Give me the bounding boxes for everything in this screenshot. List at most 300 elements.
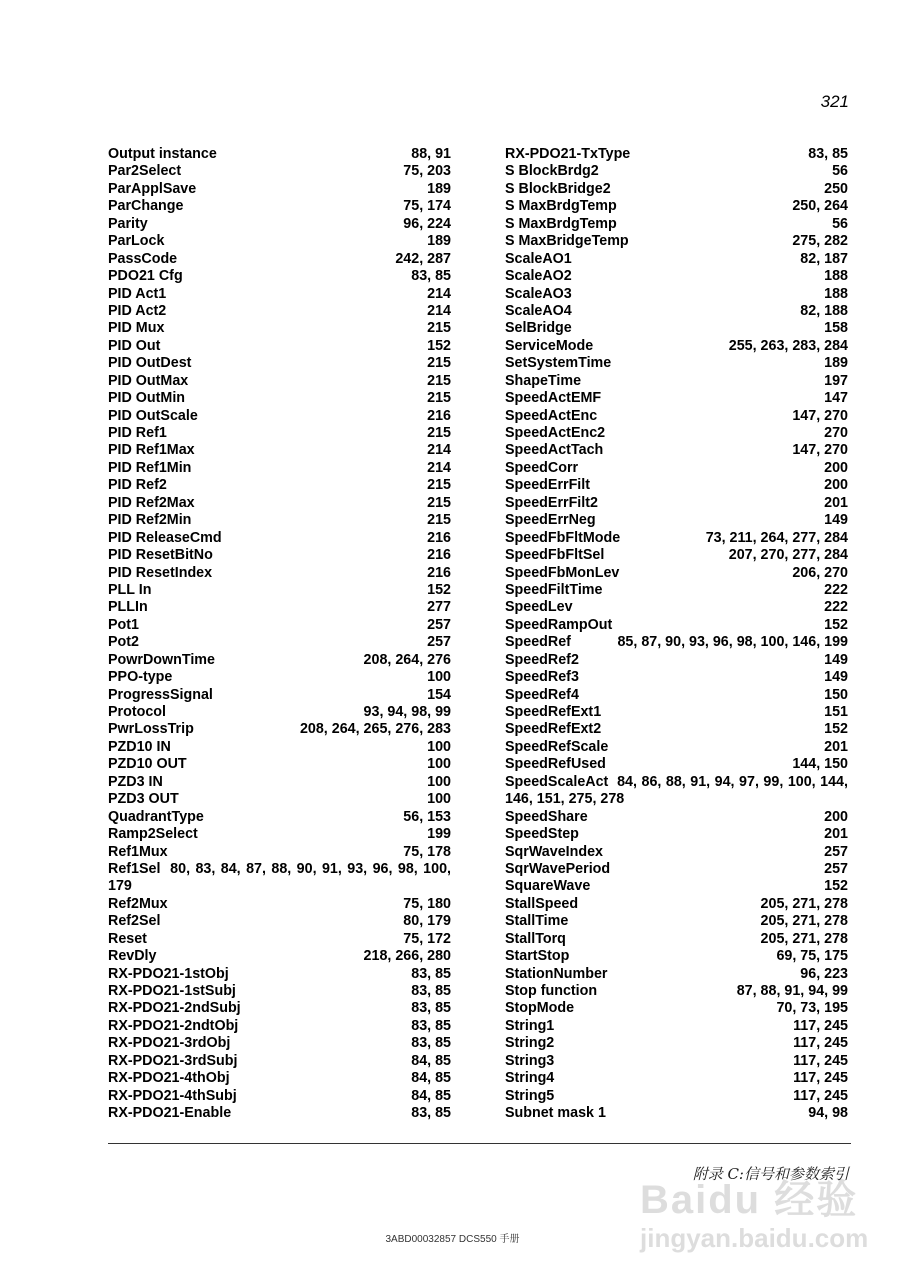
index-entry (505, 826, 848, 843)
index-entry (505, 390, 848, 407)
index-entry (108, 320, 451, 337)
entry-name: SqrWavePeriod (505, 860, 611, 877)
entry-pages: 215 (427, 355, 451, 372)
index-entry (505, 1053, 848, 1070)
entry-pages: 82, 187 (800, 250, 848, 267)
entry-name: PID Ref2Max (108, 494, 195, 511)
index-entry (108, 1018, 451, 1035)
entry-pages: 75, 178 (403, 843, 451, 860)
index-entry (505, 809, 848, 826)
entry-pages: 201 (824, 738, 848, 755)
index-entry (505, 373, 848, 390)
entry-name: PID Out (108, 337, 161, 354)
entry-name: SpeedActEnc (505, 407, 598, 424)
entry-pages: 188 (824, 268, 848, 285)
entry-name: ParChange (108, 198, 184, 215)
entry-name: SpeedRef3 (505, 669, 579, 686)
entry-name: PZD10 IN (108, 738, 171, 755)
entry-name: PDO21 Cfg (108, 268, 183, 285)
entry-name: PPO-type (108, 669, 173, 686)
entry-name: Protocol (108, 704, 166, 720)
index-entry (505, 146, 848, 163)
entry-pages: 96, 224 (403, 215, 451, 232)
entry-name: ParApplSave (108, 180, 197, 197)
entry-name: PID ResetBitNo (108, 547, 213, 564)
entry-pages: 144, 150 (792, 756, 848, 773)
index-entry (108, 1053, 451, 1070)
entry-name: StallTorq (505, 930, 566, 947)
entry-name: SqrWaveIndex (505, 843, 603, 860)
entry-pages: 257 (427, 634, 451, 651)
index-entry (505, 739, 848, 756)
entry-name: SpeedActEMF (505, 390, 602, 407)
index-entry (505, 669, 848, 686)
entry-pages: 85, 87, 90, 93, 96, 98, 100, 146, 199 (617, 634, 848, 651)
index-entry (505, 774, 848, 809)
index-entry (505, 913, 848, 930)
index-entry (108, 1035, 451, 1052)
index-entry (505, 355, 848, 372)
entry-name: ScaleAO2 (505, 268, 572, 285)
index-entry (505, 425, 848, 442)
entry-name: PID Ref1Min (108, 459, 192, 476)
index-entry (108, 861, 451, 896)
index-entry (505, 634, 848, 651)
entry-pages: 149 (824, 512, 848, 529)
index-entry (108, 163, 451, 180)
index-entry (108, 687, 451, 704)
entry-pages: 75, 174 (403, 198, 451, 215)
entry-pages: 189 (427, 233, 451, 250)
entry-name: SpeedScaleAct (505, 773, 609, 790)
entry-pages: 218, 266, 280 (363, 948, 451, 965)
entry-name: PID OutDest (108, 355, 192, 372)
index-entry (505, 966, 848, 983)
entry-name: ProgressSignal (108, 686, 213, 703)
entry-pages: 250, 264 (792, 198, 848, 215)
entry-name: ServiceMode (505, 337, 594, 354)
entry-name: SpeedFbFltSel (505, 547, 605, 564)
entry-name: Output instance (108, 146, 217, 162)
entry-name: RX-PDO21-2ndSubj (108, 1000, 241, 1017)
index-entry (108, 948, 451, 965)
index-entry (108, 530, 451, 547)
index-entry (108, 652, 451, 669)
entry-pages: 149 (824, 669, 848, 686)
entry-pages: 200 (824, 477, 848, 494)
entry-name: S BlockBridge2 (505, 180, 611, 197)
index-entry (108, 1105, 451, 1122)
entry-pages: 83, 85 (411, 1017, 451, 1034)
entry-name: PID Ref2Min (108, 512, 192, 529)
entry-name: Ref1Mux (108, 843, 168, 860)
index-entry (108, 983, 451, 1000)
entry-pages: 201 (824, 826, 848, 843)
entry-name: PZD3 IN (108, 773, 163, 790)
index-entry (505, 512, 848, 529)
entry-pages: 215 (427, 372, 451, 389)
entry-name: Ramp2Select (108, 826, 198, 843)
watermark-line2: jingyan.baidu.com (640, 1223, 869, 1253)
entry-name: SpeedShare (505, 808, 588, 825)
index-entry (505, 286, 848, 303)
index-entry (108, 373, 451, 390)
entry-name: SpeedRefExt1 (505, 704, 602, 720)
entry-name: ScaleAO4 (505, 302, 572, 319)
entry-pages: 242, 287 (395, 250, 451, 267)
index-entry (505, 652, 848, 669)
entry-name: SquareWave (505, 878, 591, 895)
index-entry (505, 983, 848, 1000)
entry-pages: 215 (427, 477, 451, 494)
entry-name: SpeedLev (505, 599, 573, 616)
entry-pages: 189 (427, 180, 451, 197)
entry-name: SetSystemTime (505, 355, 612, 372)
index-entry (108, 495, 451, 512)
entry-pages: 152 (824, 721, 848, 738)
entry-name: PID Act1 (108, 285, 167, 302)
entry-name: SpeedFiltTime (505, 581, 603, 598)
entry-name: Subnet mask 1 (505, 1105, 606, 1122)
entry-name: PwrLossTrip (108, 721, 194, 738)
entry-pages: 199 (427, 826, 451, 843)
entry-pages: 56, 153 (403, 808, 451, 825)
entry-name: PLL In (108, 581, 152, 598)
entry-name: PID Ref2 (108, 477, 167, 494)
entry-name: String2 (505, 1035, 555, 1052)
entry-pages: 158 (824, 320, 848, 337)
index-entry (505, 477, 848, 494)
index-entry (108, 721, 451, 738)
entry-pages: 257 (427, 616, 451, 633)
entry-name: PID Act2 (108, 302, 167, 319)
entry-name: SpeedErrNeg (505, 512, 596, 529)
index-entry (108, 966, 451, 983)
index-entry (108, 826, 451, 843)
index-entry (505, 844, 848, 861)
index-entry (108, 286, 451, 303)
entry-name: Stop function (505, 983, 598, 1000)
entry-name: StallTime (505, 913, 569, 930)
entry-name: SelBridge (505, 320, 572, 337)
index-entry (108, 896, 451, 913)
entry-pages: 117, 245 (793, 1052, 848, 1069)
index-entry (108, 739, 451, 756)
entry-name: ShapeTime (505, 372, 582, 389)
index-entry (108, 216, 451, 233)
entry-name: String3 (505, 1052, 555, 1069)
index-entry (108, 565, 451, 582)
entry-pages: 84, 86, 88, 91, 94, 97, 99, 100, 144, 146, 151, 275, 278 (505, 773, 848, 808)
entry-name: StallSpeed (505, 895, 579, 912)
entry-pages: 147, 270 (792, 407, 848, 424)
entry-pages: 152 (824, 616, 848, 633)
entry-name: Ref1Sel (108, 860, 161, 877)
entry-name: ScaleAO3 (505, 285, 572, 302)
entry-name: SpeedCorr (505, 459, 579, 476)
index-entry (505, 617, 848, 634)
entry-pages: 75, 180 (403, 895, 451, 912)
index-entry (505, 1105, 848, 1122)
entry-pages: 69, 75, 175 (776, 948, 848, 965)
index-entry (505, 1035, 848, 1052)
index-entry (505, 1088, 848, 1105)
entry-pages: 84, 85 (411, 1070, 451, 1087)
index-entry (108, 146, 451, 163)
entry-name: SpeedErrFilt2 (505, 494, 598, 511)
entry-pages: 216 (427, 547, 451, 564)
index-entry (108, 390, 451, 407)
entry-pages: 208, 264, 265, 276, 283 (299, 721, 451, 738)
entry-pages: 214 (427, 302, 451, 319)
entry-pages: 117, 245 (793, 1017, 848, 1034)
entry-name: Reset (108, 930, 147, 947)
index-entry (108, 774, 451, 791)
entry-name: RX-PDO21-2ndtObj (108, 1017, 239, 1034)
index-entry (505, 233, 848, 250)
entry-name: S MaxBridgeTemp (505, 233, 629, 250)
index-entry (505, 687, 848, 704)
entry-name: ParLock (108, 233, 165, 250)
entry-pages: 83, 85 (411, 965, 451, 982)
entry-pages: 152 (427, 337, 451, 354)
index-entry (505, 198, 848, 215)
index-entry (505, 251, 848, 268)
entry-pages: 151 (824, 704, 848, 720)
index-entry (108, 477, 451, 494)
entry-pages: 205, 271, 278 (760, 930, 848, 947)
index-entry (108, 251, 451, 268)
entry-pages: 87, 88, 91, 94, 99 (736, 983, 848, 1000)
entry-name: SpeedActEnc2 (505, 425, 606, 441)
index-entry (108, 634, 451, 651)
entry-pages: 214 (427, 459, 451, 476)
entry-name: PID Ref1 (108, 425, 167, 441)
entry-name: ScaleAO1 (505, 250, 572, 267)
entry-pages: 207, 270, 277, 284 (728, 547, 848, 564)
entry-pages: 147, 270 (792, 442, 848, 459)
entry-pages: 189 (824, 355, 848, 372)
entry-pages: 80, 83, 84, 87, 88, 90, 91, 93, 96, 98, 100, 179 (108, 860, 451, 895)
entry-pages: 117, 245 (793, 1087, 848, 1104)
index-entry (505, 1018, 848, 1035)
entry-pages: 257 (824, 860, 848, 877)
index-entry (108, 809, 451, 826)
entry-name: PLLIn (108, 599, 148, 616)
index-entry (505, 861, 848, 878)
entry-pages: 215 (427, 320, 451, 337)
index-entry (108, 931, 451, 948)
index-entry (505, 216, 848, 233)
index-entry (505, 408, 848, 425)
index-entry (108, 338, 451, 355)
entry-pages: 82, 188 (800, 302, 848, 319)
entry-name: Par2Select (108, 163, 182, 180)
index-entry (505, 896, 848, 913)
entry-pages: 88, 91 (411, 146, 451, 162)
index-entry (108, 1070, 451, 1087)
index-entry (108, 442, 451, 459)
index-entry (505, 268, 848, 285)
entry-name: RX-PDO21-1stSubj (108, 983, 236, 1000)
entry-pages: 205, 271, 278 (760, 913, 848, 930)
index-entry (505, 1070, 848, 1087)
index-entry (505, 704, 848, 721)
entry-name: RevDly (108, 948, 157, 965)
index-entry (108, 1088, 451, 1105)
entry-pages: 201 (824, 494, 848, 511)
entry-pages: 214 (427, 285, 451, 302)
entry-pages: 100 (427, 738, 451, 755)
entry-pages: 117, 245 (793, 1070, 848, 1087)
entry-name: StopMode (505, 1000, 575, 1017)
entry-name: PID Ref1Max (108, 442, 195, 459)
entry-pages: 152 (824, 878, 848, 895)
index-entry (505, 1000, 848, 1017)
entry-name: Pot1 (108, 616, 139, 633)
entry-name: RX-PDO21-3rdObj (108, 1035, 231, 1052)
entry-name: SpeedRefExt2 (505, 721, 602, 738)
entry-pages: 83, 85 (411, 268, 451, 285)
index-entry (505, 756, 848, 773)
index-entry (108, 599, 451, 616)
entry-pages: 208, 264, 276 (363, 651, 451, 668)
index-entry (108, 181, 451, 198)
entry-name: S BlockBrdg2 (505, 163, 599, 180)
entry-pages: 56 (832, 215, 848, 232)
entry-name: PZD10 OUT (108, 756, 187, 773)
index-entry (108, 233, 451, 250)
index-entry (505, 948, 848, 965)
entry-name: SpeedRef (505, 634, 571, 651)
index-entry (108, 355, 451, 372)
entry-name: PZD3 OUT (108, 791, 179, 808)
entry-name: String1 (505, 1017, 555, 1034)
page-number: 321 (820, 92, 849, 111)
index-entry (505, 460, 848, 477)
index-entry (108, 198, 451, 215)
entry-pages: 149 (824, 651, 848, 668)
index-entry (505, 547, 848, 564)
entry-pages: 75, 203 (403, 163, 451, 180)
entry-name: PowrDownTime (108, 651, 215, 668)
entry-pages: 83, 85 (411, 1000, 451, 1017)
entry-pages: 275, 282 (792, 233, 848, 250)
entry-name: RX-PDO21-4thSubj (108, 1087, 237, 1104)
entry-pages: 100 (427, 773, 451, 790)
entry-name: PID OutScale (108, 407, 198, 424)
entry-name: S MaxBrdgTemp (505, 215, 617, 232)
entry-pages: 277 (427, 599, 451, 616)
entry-name: RX-PDO21-TxType (505, 146, 631, 162)
entry-name: Pot2 (108, 634, 139, 651)
entry-name: SpeedRefScale (505, 738, 609, 755)
index-entry (108, 844, 451, 861)
entry-pages: 197 (824, 372, 848, 389)
entry-name: SpeedActTach (505, 442, 604, 459)
entry-pages: 70, 73, 195 (776, 1000, 848, 1017)
watermark-line1: Baidu 经验 (640, 1178, 859, 1222)
entry-pages: 215 (427, 390, 451, 407)
entry-name: SpeedRef4 (505, 686, 579, 703)
entry-name: RX-PDO21-3rdSubj (108, 1052, 238, 1069)
entry-pages: 270 (824, 425, 848, 441)
index-entry (505, 320, 848, 337)
entry-pages: 83, 85 (411, 1105, 451, 1122)
entry-pages: 200 (824, 808, 848, 825)
index-entry (108, 913, 451, 930)
entry-pages: 117, 245 (793, 1035, 848, 1052)
index-entry (505, 495, 848, 512)
entry-name: QuadrantType (108, 808, 204, 825)
entry-name: SpeedErrFilt (505, 477, 591, 494)
entry-name: StationNumber (505, 965, 608, 982)
index-entry (505, 931, 848, 948)
index-entry (108, 756, 451, 773)
index-entry (108, 512, 451, 529)
index-entry (505, 530, 848, 547)
index-entry (108, 1000, 451, 1017)
document-id: 3ABD00032857 DCS550 手册 (385, 1234, 520, 1245)
entry-pages: 83, 85 (411, 1035, 451, 1052)
entry-pages: 154 (427, 686, 451, 703)
index-entry (108, 460, 451, 477)
entry-pages: 214 (427, 442, 451, 459)
entry-name: String4 (505, 1070, 555, 1087)
entry-pages: 216 (427, 407, 451, 424)
footer-divider (108, 1143, 851, 1144)
entry-name: SpeedStep (505, 826, 579, 843)
index-entry (505, 582, 848, 599)
index-entry (505, 163, 848, 180)
index-entry (108, 704, 451, 721)
index-entry (108, 408, 451, 425)
entry-pages: 188 (824, 285, 848, 302)
index-entry (505, 565, 848, 582)
entry-name: Ref2Mux (108, 895, 168, 912)
index-entry (108, 617, 451, 634)
index-entry (505, 599, 848, 616)
entry-name: PID Mux (108, 320, 165, 337)
entry-name: SpeedFbMonLev (505, 564, 620, 581)
entry-pages: 93, 94, 98, 99 (363, 704, 451, 720)
index-entry (505, 721, 848, 738)
entry-name: SpeedRampOut (505, 616, 613, 633)
entry-pages: 222 (824, 599, 848, 616)
entry-name: SpeedRef2 (505, 651, 579, 668)
entry-pages: 73, 211, 264, 277, 284 (705, 529, 848, 546)
index-entry (108, 268, 451, 285)
index-entry (505, 303, 848, 320)
entry-pages: 80, 179 (403, 913, 451, 930)
entry-name: PID OutMin (108, 390, 186, 407)
entry-name: Parity (108, 215, 148, 232)
index-column-right (505, 146, 848, 1123)
entry-pages: 206, 270 (792, 564, 848, 581)
entry-name: PID OutMax (108, 372, 189, 389)
entry-pages: 205, 271, 278 (760, 895, 848, 912)
entry-pages: 215 (427, 512, 451, 529)
entry-pages: 75, 172 (403, 930, 451, 947)
entry-name: SpeedRefUsed (505, 756, 606, 773)
entry-pages: 250 (824, 180, 848, 197)
entry-pages: 94, 98 (808, 1105, 848, 1122)
entry-name: RX-PDO21-1stObj (108, 965, 229, 982)
entry-pages: 257 (824, 843, 848, 860)
entry-pages: 84, 85 (411, 1052, 451, 1069)
index-entry (108, 425, 451, 442)
entry-pages: 100 (427, 791, 451, 808)
